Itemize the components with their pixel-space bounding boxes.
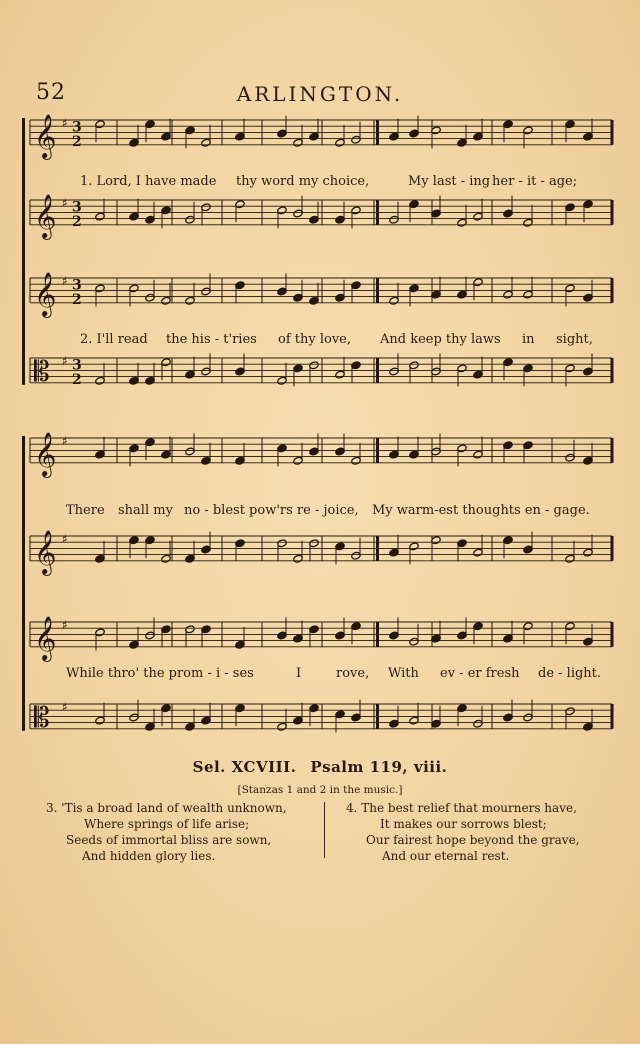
staff (30, 700, 612, 734)
system-bracket (22, 436, 25, 731)
lyric-segment: And keep thy laws (380, 332, 501, 347)
lyric-segment: of thy love, (278, 332, 351, 347)
verse-line: Where springs of life arise; (84, 817, 250, 831)
time-signature-bottom: 2 (72, 133, 82, 150)
c-clef-icon: 𝄡 (34, 354, 50, 388)
staff (30, 616, 612, 662)
verse-line: Our fairest hope beyond the grave, (366, 833, 580, 847)
staff (30, 194, 612, 240)
selection-number: Sel. XCVIII. (192, 758, 297, 776)
time-signature-top: 3 (72, 357, 82, 374)
selection-heading (0, 758, 640, 776)
sharp-icon: ♯ (62, 618, 68, 632)
lyric-segment: My warm-est thoughts en - gage. (372, 503, 590, 518)
psalm-reference: Psalm 119, viii. (310, 758, 448, 776)
stanza-note: [Stanzas 1 and 2 in the music.] (237, 784, 403, 796)
lyric-segment: the his - t'ries (166, 332, 257, 347)
column-divider (324, 802, 325, 858)
lyric-segment: rove, (336, 666, 370, 681)
system-bracket (22, 118, 25, 385)
lyric-segment: 1. Lord, I have made (80, 174, 217, 189)
lyric-segment: My last - ing (408, 174, 491, 189)
verse-line: And hidden glory lies. (82, 849, 216, 863)
music-staves-system-1 (22, 110, 614, 400)
staff (30, 432, 612, 478)
music-staves-system-2 (22, 424, 614, 744)
staff (30, 530, 612, 576)
verse-line: 4. The best relief that mourners have, (346, 801, 577, 815)
lyric-segment: 2. I'll read (80, 332, 148, 347)
lyric-segment: I (296, 666, 302, 681)
stanza-3 (46, 800, 316, 864)
time-signature-top: 3 (72, 119, 82, 136)
music-system-1 (22, 110, 614, 400)
lyric-segment: There (66, 503, 105, 518)
time-signature-top: 3 (72, 199, 82, 216)
time-signature-bottom: 2 (72, 371, 82, 388)
lyric-segment: shall my (118, 503, 173, 518)
verse-line: 3. 'Tis a broad land of wealth unknown, (46, 801, 287, 815)
treble-clef-icon: 𝄞 (34, 271, 57, 316)
lyric-segment: de - light. (538, 666, 602, 681)
page-number: 52 (36, 80, 66, 105)
lyric-segment: her - it - age; (492, 174, 578, 189)
stanza-4 (346, 800, 616, 864)
tune-title: ARLINGTON. (236, 82, 404, 106)
verse-line: And our eternal rest. (382, 849, 510, 863)
verse-line: Seeds of immortal bliss are sown, (66, 833, 272, 847)
lyric-segment: With (388, 666, 419, 681)
lyric-segment: in (522, 332, 535, 347)
verse-line: It makes our sorrows blest; (380, 817, 547, 831)
staff (30, 272, 612, 318)
time-signature-bottom: 2 (72, 291, 82, 308)
time-signature-bottom: 2 (72, 213, 82, 230)
lyric-segment: no - blest pow'rs re - joice, (184, 503, 359, 518)
sharp-icon: ♯ (62, 196, 68, 210)
time-signature-top: 3 (72, 277, 82, 294)
sharp-icon: ♯ (62, 274, 68, 288)
treble-clef-icon: 𝄞 (34, 113, 57, 158)
lyric-segment: sight, (556, 332, 593, 347)
sharp-icon: ♯ (62, 116, 68, 130)
c-clef-icon: 𝄡 (34, 700, 50, 734)
treble-clef-icon: 𝄞 (34, 431, 57, 476)
lyric-segment: thy word my choice, (236, 174, 370, 189)
sharp-icon: ♯ (62, 434, 68, 448)
sharp-icon: ♯ (62, 354, 68, 368)
treble-clef-icon: 𝄞 (34, 615, 57, 660)
lyric-segment: ev - er fresh (440, 666, 520, 681)
music-system-2 (22, 424, 614, 744)
treble-clef-icon: 𝄞 (34, 529, 57, 574)
lyric-segment: While thro' the prom - i - ses (66, 666, 254, 681)
sharp-icon: ♯ (62, 532, 68, 546)
staff (30, 114, 612, 160)
staff (30, 354, 612, 388)
treble-clef-icon: 𝄞 (34, 193, 57, 238)
sharp-icon: ♯ (62, 700, 68, 714)
